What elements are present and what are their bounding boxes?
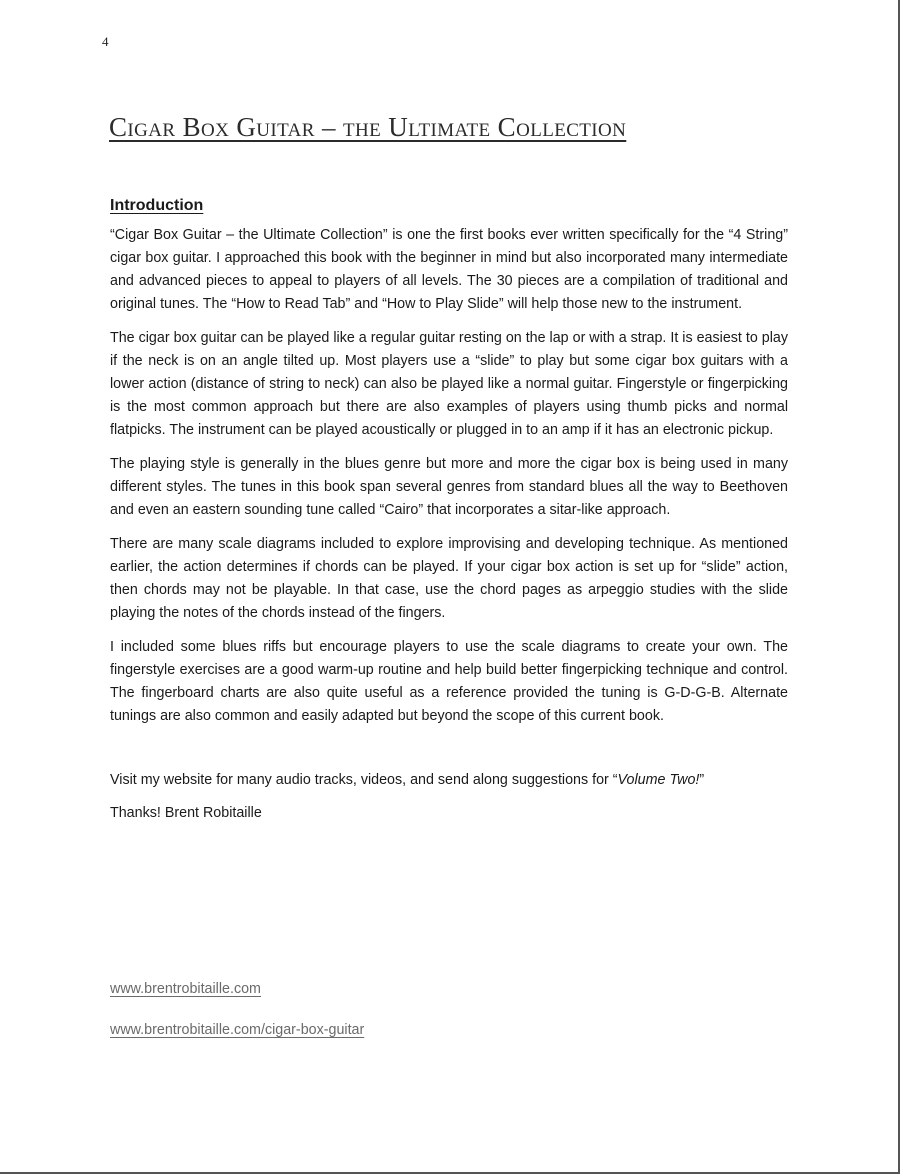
signoff: Thanks! Brent Robitaille bbox=[110, 805, 262, 821]
website-links bbox=[110, 978, 364, 1060]
page-title: Cigar Box Guitar – the Ultimate Collection bbox=[109, 112, 627, 142]
paragraph: The cigar box guitar can be played like a regular guitar resting on the lap or with a strap. It is easiest to play if the neck is on an angle tilted up. Most players use a “slide” to play but some cigar box guitars with a lower action (distance of string to neck) can also be played like a normal guitar. Fingerstyle or fingerpicking is the most common approach but there are also examples of players using thumb picks and normal flatpicks. The instrument can be played acoustically or plugged in to an amp if it has an electronic pickup. bbox=[110, 330, 788, 438]
website-link[interactable]: www.brentrobitaille.com bbox=[110, 981, 261, 997]
visit-website-text bbox=[110, 769, 788, 792]
visit-emphasis: Volume Two! bbox=[617, 772, 700, 788]
paragraph: There are many scale diagrams included to explore improvising and developing technique. As mentioned earlier, the action determines if chords can be played. If your cigar box action is set up for “slide” action, then chords may not be playable. In that case, use the chord pages as arpeggio studies with the slide playing the notes of the chords instead of the fingers. bbox=[110, 536, 788, 621]
paragraph: I included some blues riffs but encourage players to use the scale diagrams to create your own. The fingerstyle exercises are a good warm-up routine and help build better fingerpicking technique and control. The fingerboard charts are also quite useful as a reference provided the tuning is G-D-G-B. Alternate tunings are also common and easily adapted but beyond the scope of this current book. bbox=[110, 639, 788, 724]
visit-prefix: Visit my website for many audio tracks, videos, and send along suggestions for “ bbox=[110, 772, 618, 788]
intro-section bbox=[110, 194, 788, 825]
paragraph: The playing style is generally in the blues genre but more and more the cigar box is being used in many different styles. The tunes in this book span several genres from standard blues all the way to Beethoven and even an eastern sounding tune called “Cairo” that incorporates a sitar-like approach. bbox=[110, 456, 788, 518]
visit-suffix: ” bbox=[699, 772, 705, 788]
section-heading: Introduction bbox=[110, 197, 204, 214]
cigar-box-guitar-link[interactable]: www.brentrobitaille.com/cigar-box-guitar bbox=[110, 1022, 365, 1038]
paragraph: “Cigar Box Guitar – the Ultimate Collection” is one the first books ever written specifically for the “4 String” cigar box guitar. I approached this book with the beginner in mind but also incorporated many intermediate and advanced pieces to appeal to players of all levels. The 30 pieces are a compilation of traditional and original tunes. The “How to Read Tab” and “How to Play Slide” will help those new to the instrument. bbox=[110, 227, 788, 312]
page-number: 4 bbox=[102, 34, 109, 49]
